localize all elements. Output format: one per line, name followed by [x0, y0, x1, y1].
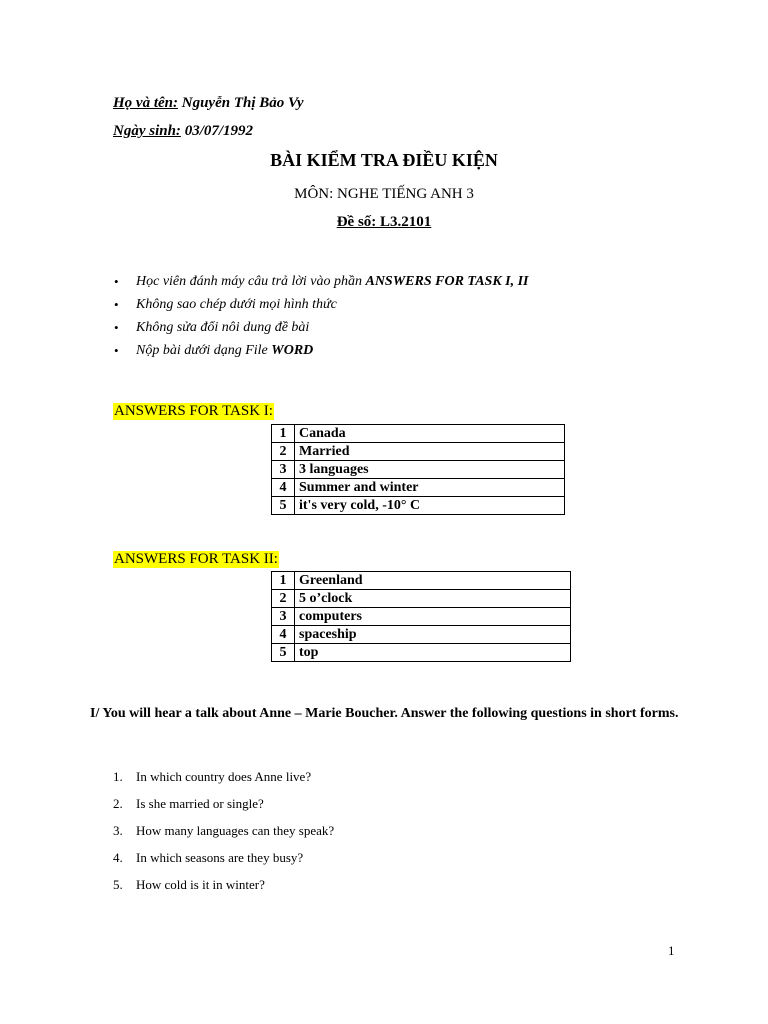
- answer-cell: 3 languages: [295, 461, 565, 479]
- instruction-item: • Học viên đánh máy câu trả lời vào phần ANSWERS FOR TASK I, II: [110, 270, 529, 293]
- instruction-item: • Nộp bài dưới dạng File WORD: [110, 339, 529, 362]
- table-row: 2 5 o’clock: [272, 590, 571, 608]
- student-name-line: [113, 95, 304, 112]
- page-number: 1: [668, 943, 675, 958]
- table-row: 4 Summer and winter: [272, 479, 565, 497]
- table-row: 4 spaceship: [272, 626, 571, 644]
- answer-cell: top: [295, 644, 571, 662]
- exam-code: Đề số: L3.2101: [336, 214, 432, 230]
- task1-heading: ANSWERS FOR TASK I:: [114, 403, 273, 419]
- list-item: 4. In which seasons are they busy?: [113, 850, 304, 865]
- answer-cell: Canada: [295, 425, 565, 443]
- birth-date-line: [113, 123, 253, 140]
- answer-cell: Summer and winter: [295, 479, 565, 497]
- list-item: 1. In which country does Anne live?: [113, 769, 312, 784]
- answer-cell: Greenland: [295, 572, 571, 590]
- list-item: 5. How cold is it in winter?: [113, 877, 265, 892]
- table-row: 1 Greenland: [272, 572, 571, 590]
- section1-intro: I/ You will hear a talk about Anne – Marie Boucher. Answer the following questions in short forms.: [90, 706, 679, 721]
- answer-cell: Married: [295, 443, 565, 461]
- answer-cell: 5 o’clock: [295, 590, 571, 608]
- list-item: 3. How many languages can they speak?: [113, 823, 335, 838]
- list-item: 2. Is she married or single?: [113, 796, 264, 811]
- exam-subject: MÔN: NGHE TIẾNG ANH 3: [294, 186, 474, 202]
- task1-answer-table: [271, 424, 565, 515]
- table-row: 5 top: [272, 644, 571, 662]
- answer-cell: spaceship: [295, 626, 571, 644]
- birth-date-value: 03/07/1992: [180, 123, 254, 139]
- table-row: 1 Canada: [272, 425, 565, 443]
- student-name-label: Họ và tên:: [113, 95, 178, 111]
- task2-answer-table: [271, 571, 571, 662]
- instruction-list: [110, 270, 529, 362]
- question-list: [113, 767, 334, 902]
- table-row: 2 Married: [272, 443, 565, 461]
- instruction-item: • Không sao chép dưới mọi hình thức: [110, 293, 529, 316]
- instruction-item: • Không sửa đổi nôi dung đề bài: [110, 316, 529, 339]
- table-row: 5 it's very cold, -10° C: [272, 497, 565, 515]
- answer-cell: it's very cold, -10° C: [295, 497, 565, 515]
- table-row: 3 3 languages: [272, 461, 565, 479]
- task2-heading: ANSWERS FOR TASK II:: [114, 551, 278, 567]
- birth-date-label: Ngày sinh:: [113, 123, 181, 139]
- exam-title: BÀI KIỂM TRA ĐIỀU KIỆN: [270, 150, 498, 170]
- answer-cell: computers: [295, 608, 571, 626]
- student-name-value: Nguyễn Thị Bảo Vy: [178, 95, 304, 111]
- table-row: 3 computers: [272, 608, 571, 626]
